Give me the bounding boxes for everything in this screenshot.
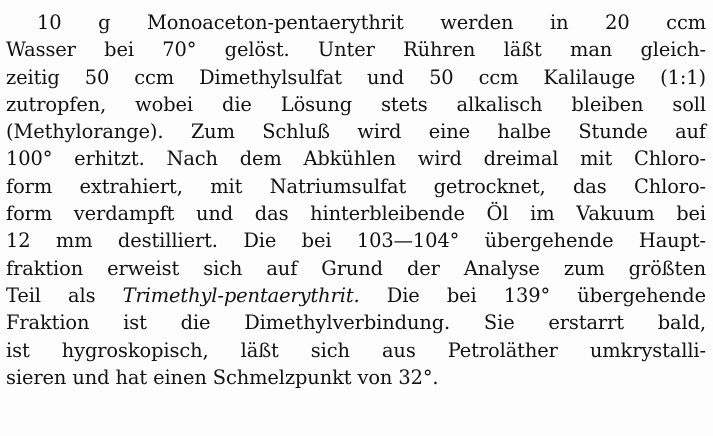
- text-line: fraktion erweist sich auf Grund der Analyse zum größten: [6, 256, 706, 280]
- text-line: form extrahiert, mit Natriumsulfat getrocknet, das Chloro-: [6, 174, 706, 198]
- text-fragment: Die bei 139° übergehende: [359, 283, 706, 307]
- text-line: zutropfen, wobei die Lösung stets alkalisch bleiben soll: [6, 92, 706, 116]
- text-line: zeitig 50 ccm Dimethylsulfat und 50 ccm Kalilauge (1:1): [6, 65, 706, 89]
- text-fragment: Teil als: [6, 283, 123, 307]
- text-line: 10 g Monoaceton-pentaerythrit werden in 20 ccm: [37, 11, 706, 34]
- text-line: form verdampft und das hinterbleibende Öl im Vakuum bei: [6, 202, 706, 226]
- text-line: sieren und hat einen Schmelzpunkt von 32°.: [6, 365, 439, 389]
- text-line: 12 mm destilliert. Die bei 103—104° übergehende Haupt-: [6, 229, 706, 253]
- text-line-with-compound-name: [6, 282, 706, 309]
- text-line: 100° erhitzt. Nach dem Abkühlen wird dreimal mit Chloro-: [6, 147, 706, 171]
- compound-name: Trimethyl-pentaerythrit.: [122, 283, 360, 307]
- text-line: Wasser bei 70° gelöst. Unter Rühren läßt man gleich-: [6, 38, 706, 62]
- text-line: (Methylorange). Zum Schluß wird eine halbe Stunde auf: [6, 120, 706, 144]
- paragraph: [6, 9, 706, 391]
- text-line: ist hygroskopisch, läßt sich aus Petroläther umkrystalli-: [6, 338, 706, 362]
- text-line: Fraktion ist die Dimethylverbindung. Sie erstarrt bald,: [6, 311, 706, 335]
